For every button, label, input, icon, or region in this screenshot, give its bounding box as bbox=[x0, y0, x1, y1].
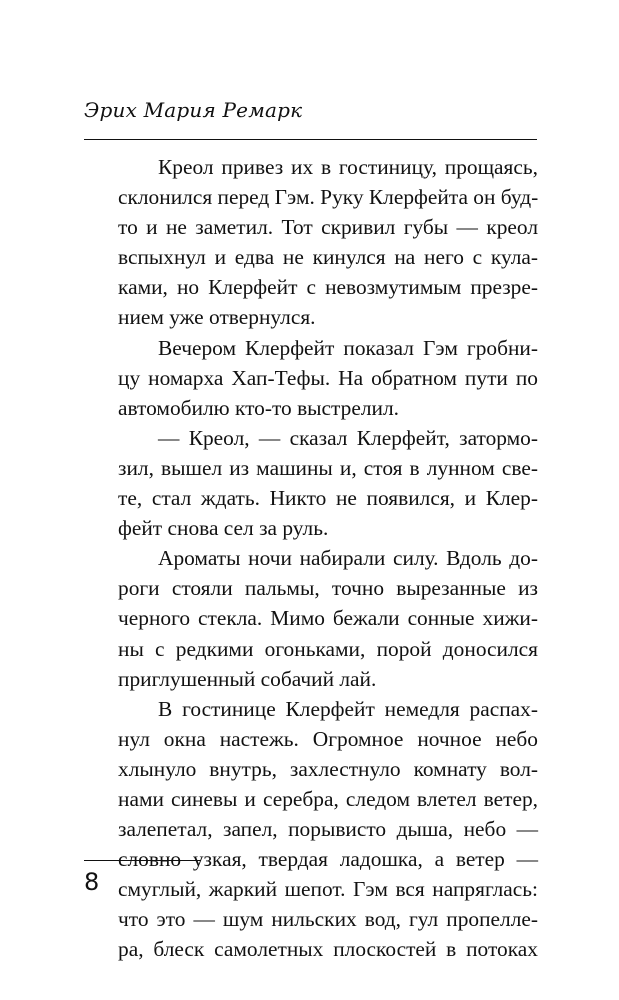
text-line: автомобилю кто-то выстрелил. bbox=[118, 395, 399, 420]
paragraph bbox=[118, 333, 538, 423]
text-line: ны с редкими огоньками, порой доносился bbox=[118, 636, 538, 661]
text-line: то и не заметил. Тот скривил губы — креол bbox=[118, 215, 538, 240]
text-line: нами синевы и серебра, следом влетел ветер, bbox=[118, 786, 538, 811]
paragraph bbox=[118, 423, 538, 543]
paragraph bbox=[118, 694, 538, 965]
text-line: нул окна настежь. Огромное ночное небо bbox=[118, 726, 538, 751]
paragraph bbox=[118, 152, 538, 333]
text-line: Креол привез их в гостиницу, прощаясь, bbox=[158, 155, 538, 179]
text-line: словно узкая, твердая ладошка, а ветер — bbox=[118, 847, 538, 872]
text-line: хлынуло внутрь, захлестнуло комнату вол- bbox=[118, 756, 538, 781]
text-line: приглушенный собачий лай. bbox=[118, 666, 377, 691]
footer-rule bbox=[84, 860, 201, 861]
body-text bbox=[118, 152, 538, 965]
text-line: ра, блеск самолетных плоскостей в потоках bbox=[118, 937, 538, 962]
text-line: вспыхнул и едва не кинулся на него с кула- bbox=[118, 245, 538, 270]
text-line: Ароматы ночи набирали силу. Вдоль до- bbox=[158, 546, 538, 571]
text-line: фейт снова сел за руль. bbox=[118, 516, 329, 541]
text-line: склонился перед Гэм. Руку Клерфейта он буд- bbox=[118, 185, 539, 210]
text-line: нием уже отвернулся. bbox=[118, 305, 316, 330]
text-line: роги стояли пальмы, точно вырезанные из bbox=[118, 576, 538, 601]
text-line: смуглый, жаркий шепот. Гэм вся напряглась: bbox=[118, 877, 538, 902]
text-line: залепетал, запел, порывисто дыша, небо — bbox=[118, 817, 538, 842]
paragraph bbox=[118, 543, 538, 693]
text-line: ками, но Клерфейт с невозмутимым презре- bbox=[118, 275, 538, 300]
running-head: Эрих Мария Ремарк bbox=[84, 98, 303, 122]
text-line: В гостинице Клерфейт немедля распах- bbox=[158, 696, 538, 721]
page-number: 8 bbox=[84, 868, 100, 896]
text-line: — Креол, — сказал Клерфейт, затормо- bbox=[158, 425, 538, 450]
header-rule bbox=[84, 139, 537, 140]
text-line: что это — шум нильских вод, гул пропелле- bbox=[118, 907, 538, 932]
text-line: Вечером Клерфейт показал Гэм гробни- bbox=[158, 335, 538, 360]
text-line: зил, вышел из машины и, стоя в лунном све- bbox=[118, 455, 538, 480]
text-line: черного стекла. Мимо бежали сонные хижи- bbox=[118, 606, 538, 631]
text-line: те, стал ждать. Никто не появился, и Клер- bbox=[118, 486, 538, 511]
text-line: цу номарха Хап-Тефы. На обратном пути по bbox=[118, 365, 538, 390]
